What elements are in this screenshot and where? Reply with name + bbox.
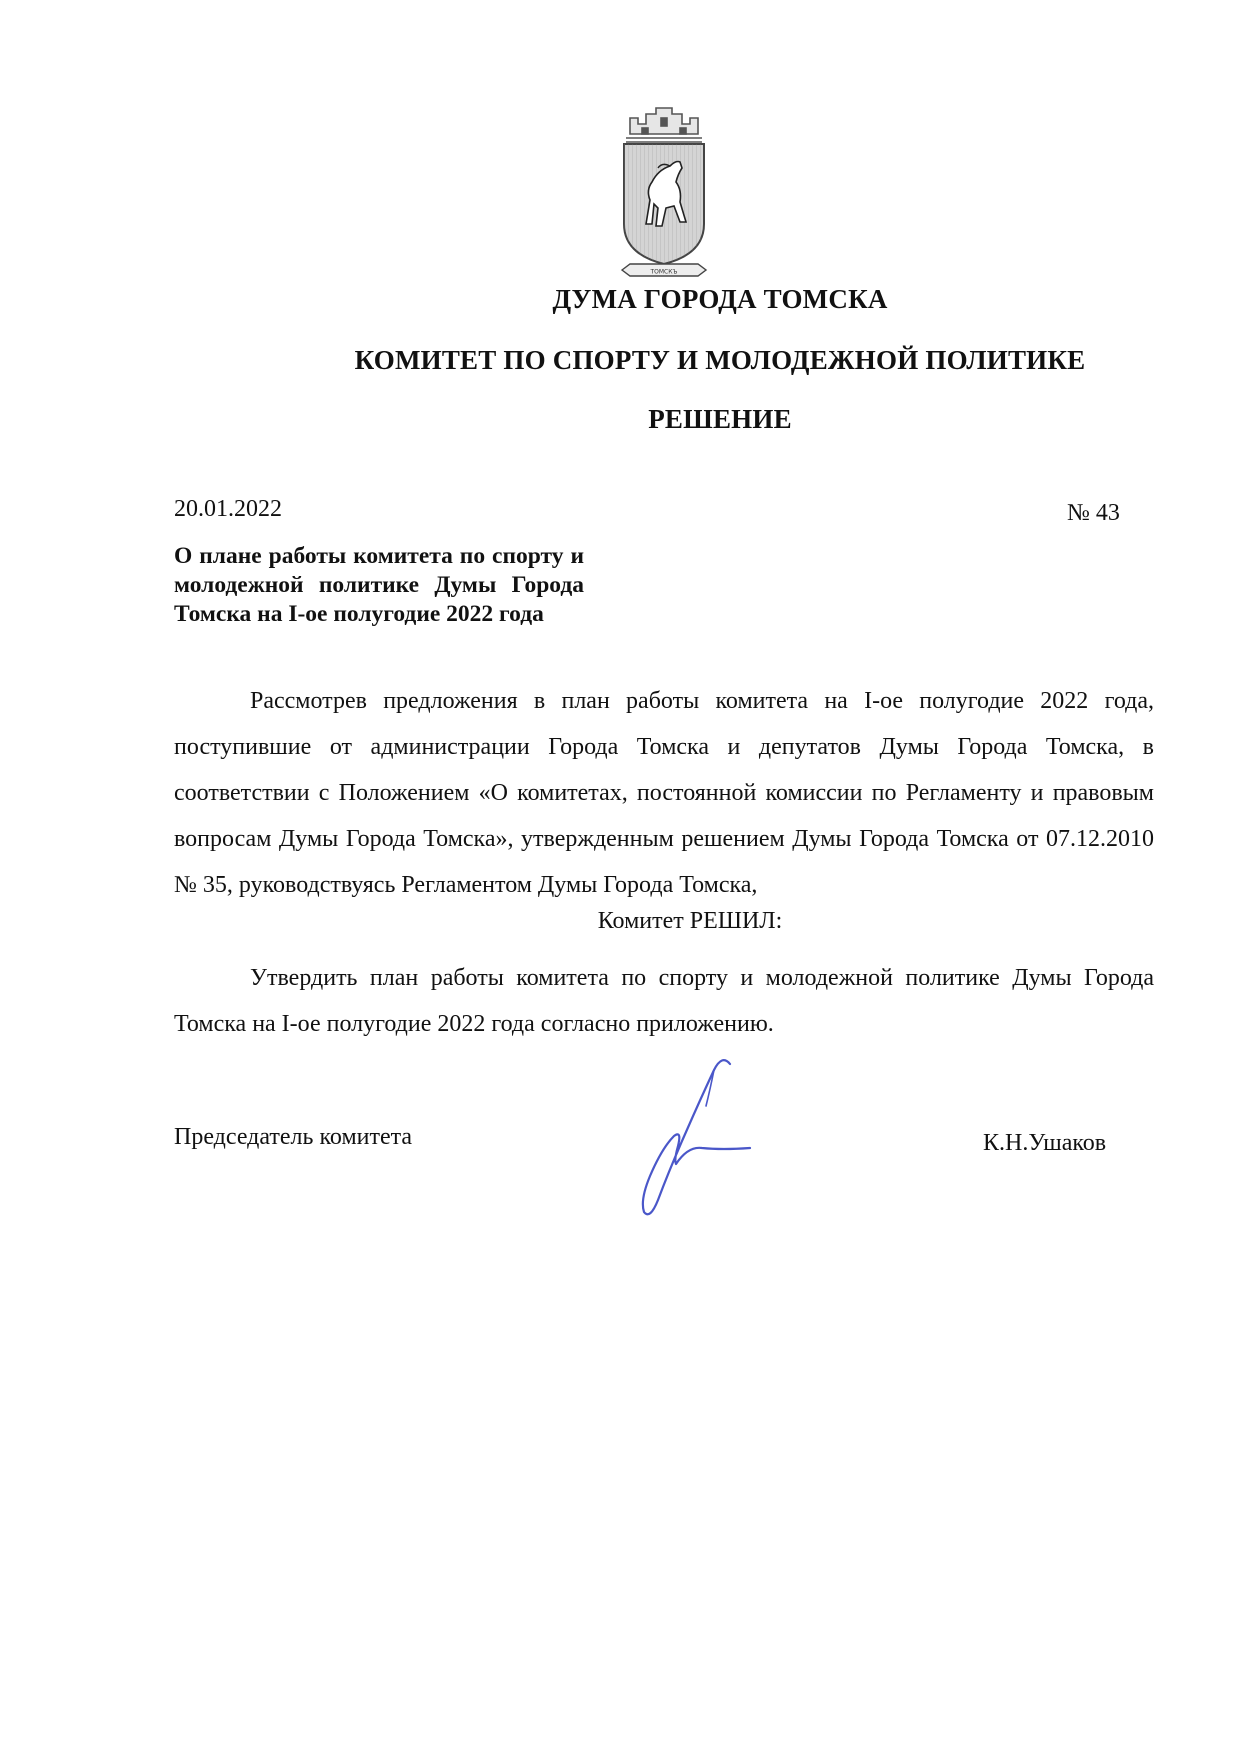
svg-text:ТОМСКЪ: ТОМСКЪ: [650, 268, 678, 276]
resolution-paragraph: Утвердить план работы комитета по спорту и молодежной политике Думы Города Томска на I-ое полугодие 2022 года согласно приложению.: [174, 965, 1154, 1037]
handwritten-signature-icon: [610, 1050, 760, 1225]
committee-title: КОМИТЕТ ПО СПОРТУ И МОЛОДЕЖНОЙ ПОЛИТИКЕ: [354, 345, 1086, 375]
chair-name: К.Н.Ушаков: [983, 1130, 1107, 1156]
document-type: РЕШЕНИЕ: [648, 404, 792, 434]
preamble-paragraph: Рассмотрев предложения в план работы комитета на I-ое полугодие 2022 года, поступившие от администрации Города Томска и депутатов Думы Города Томска, в соответствии с Положением «О комитетах, постоянной комиссии по Регламенту и правовым вопросам Думы Города Томска», утвержденным решением Думы Города Томска от 07.12.2010 № 35, руководствуясь Регламентом Думы Города Томска,: [174, 688, 1154, 898]
tomsk-coat-of-arms-icon: [616, 104, 712, 280]
decision-number: № 43: [1067, 500, 1120, 526]
council-title: ДУМА ГОРОДА ТОМСКА: [552, 284, 888, 314]
chair-label: Председатель комитета: [174, 1124, 413, 1150]
decision-subject: О плане работы комитета по спорту и молодежной политике Думы Города Томска на I-ое полугодие 2022 года: [174, 543, 584, 627]
resolved-heading: Комитет РЕШИЛ:: [597, 908, 783, 934]
decision-date: 20.01.2022: [174, 496, 282, 522]
